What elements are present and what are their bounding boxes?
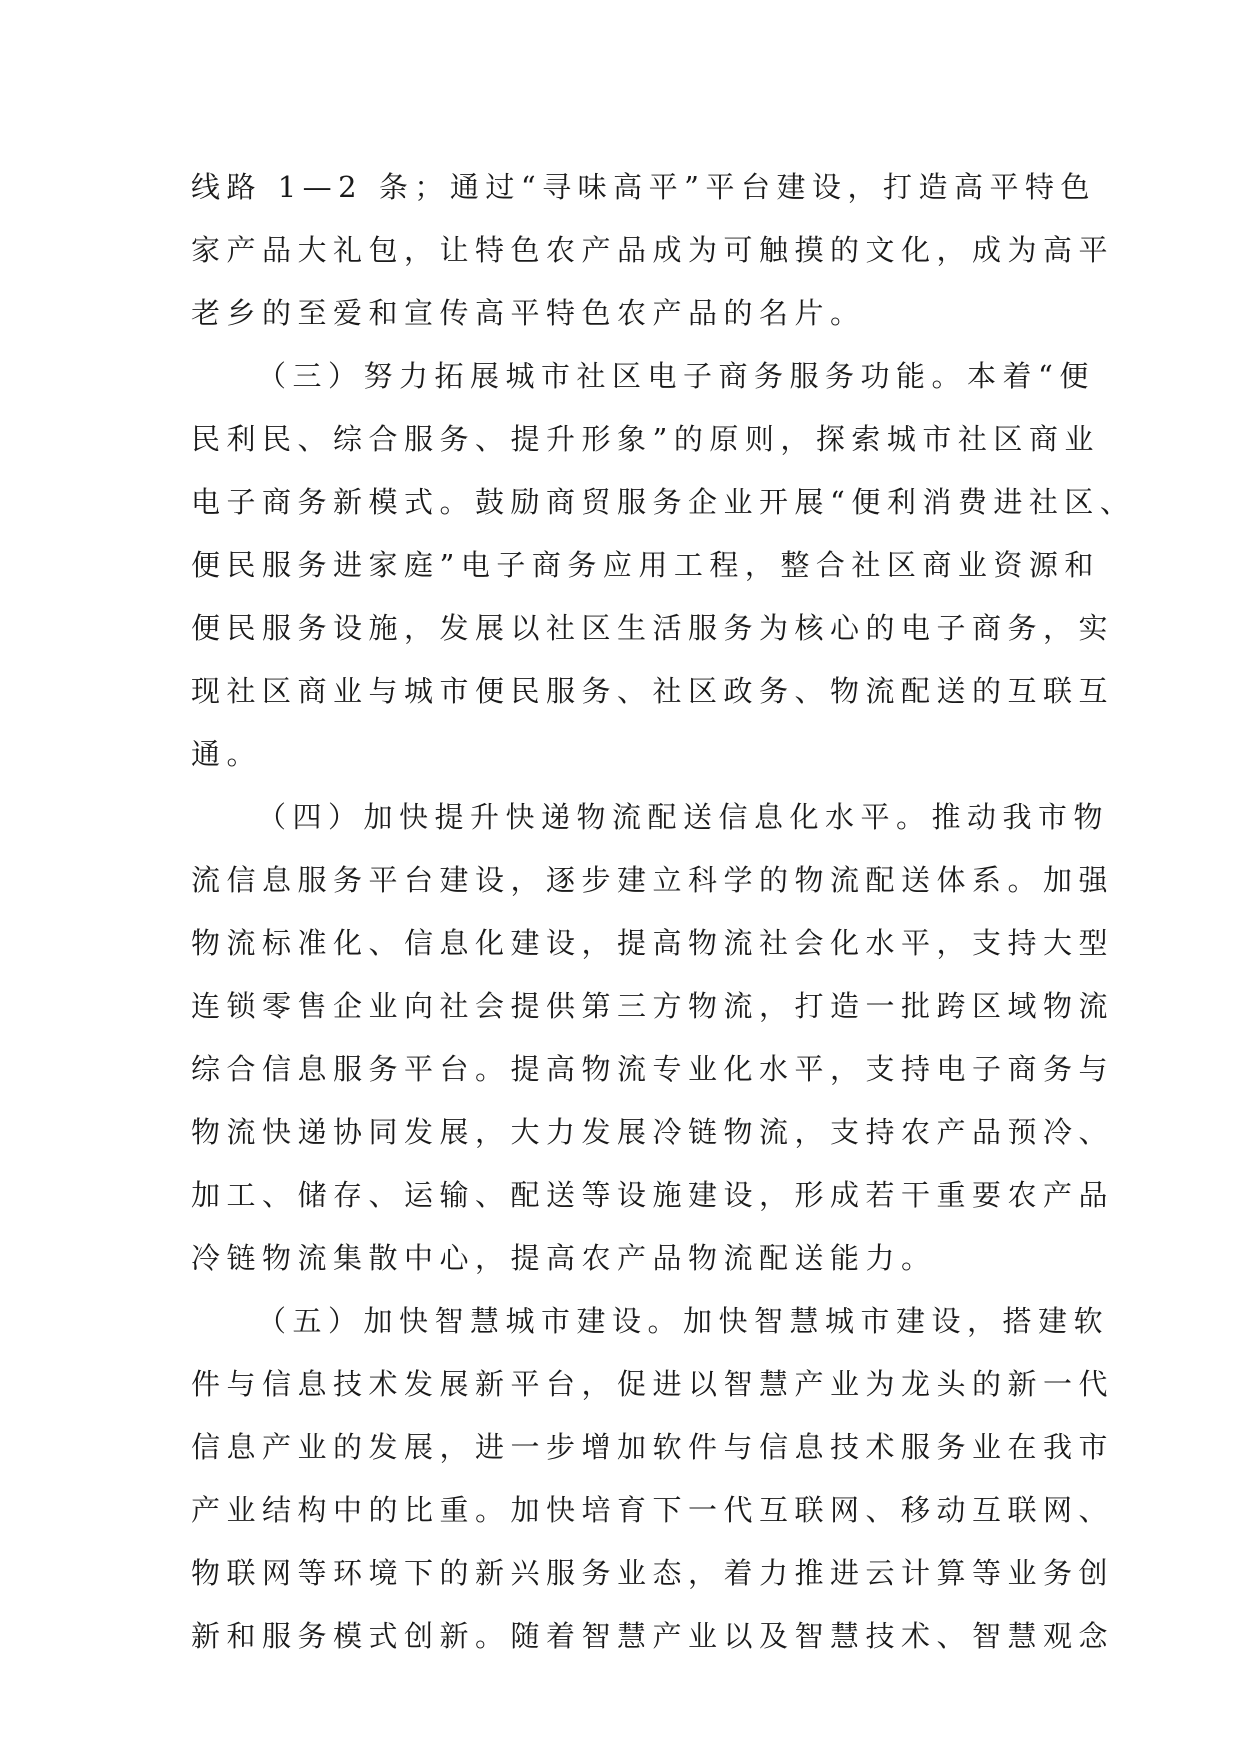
text-line: 民利民、综合服务、提升形象”的原则，探索城市社区商业 [191, 422, 1100, 456]
text-line: 物流快递协同发展，大力发展冷链物流，支持农产品预冷、 [191, 1115, 1115, 1149]
text-line: 综合信息服务平台。提高物流专业化水平，支持电子商务与 [191, 1052, 1115, 1086]
text-line: 流信息服务平台建设，逐步建立科学的物流配送体系。加强 [191, 863, 1115, 897]
text-line: 便民服务进家庭”电子商务应用工程，整合社区商业资源和 [191, 548, 1100, 582]
text-line: 物流标准化、信息化建设，提高物流社会化水平，支持大型 [191, 926, 1115, 960]
text-line: 电子商务新模式。鼓励商贸服务企业开展“便利消费进社区、 [191, 485, 1136, 519]
text-line: 现社区商业与城市便民服务、社区政务、物流配送的互联互 [191, 674, 1115, 708]
text-line: 连锁零售企业向社会提供第三方物流，打造一批跨区域物流 [191, 989, 1115, 1023]
text-line: 信息产业的发展，进一步增加软件与信息技术服务业在我市 [191, 1430, 1115, 1464]
text-line: 线路 1—2 条；通过“寻味高平”平台建设，打造高平特色 [191, 170, 1096, 204]
text-line: 冷链物流集散中心，提高农产品物流配送能力。 [191, 1241, 937, 1275]
text-line: 通。 [191, 737, 263, 771]
text-line: （五）加快智慧城市建设。加快智慧城市建设，搭建软 [257, 1304, 1110, 1338]
text-line: 老乡的至爱和宣传高平特色农产品的名片。 [191, 296, 866, 330]
text-line: 加工、储存、运输、配送等设施建设，形成若干重要农产品 [191, 1178, 1115, 1212]
document-body [191, 156, 1136, 1668]
text-line: 物联网等环境下的新兴服务业态，着力推进云计算等业务创 [191, 1556, 1115, 1590]
text-line: 产业结构中的比重。加快培育下一代互联网、移动互联网、 [191, 1493, 1115, 1527]
text-line: 便民服务设施，发展以社区生活服务为核心的电子商务，实 [191, 611, 1115, 645]
text-line: 新和服务模式创新。随着智慧产业以及智慧技术、智慧观念 [191, 1619, 1115, 1653]
text-line: 件与信息技术发展新平台，促进以智慧产业为龙头的新一代 [191, 1367, 1115, 1401]
text-line: （四）加快提升快递物流配送信息化水平。推动我市物 [257, 800, 1110, 834]
text-line: 家产品大礼包，让特色农产品成为可触摸的文化，成为高平 [191, 233, 1115, 267]
text-line: （三）努力拓展城市社区电子商务服务功能。本着“便 [257, 359, 1095, 393]
